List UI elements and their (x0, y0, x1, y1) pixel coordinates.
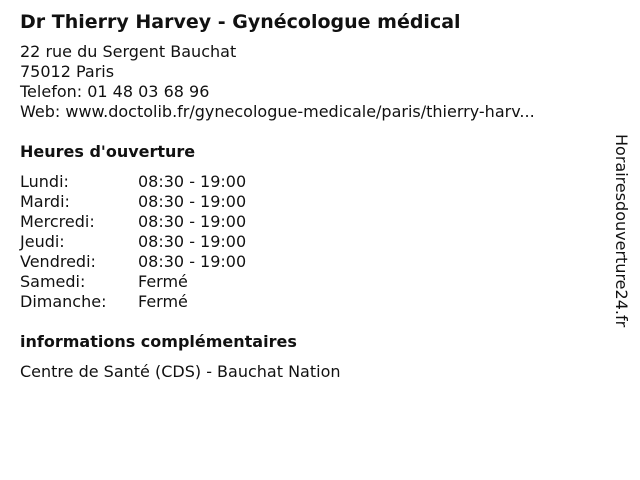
day-hours: 08:30 - 19:00 (138, 232, 247, 251)
day-hours: Fermé (138, 272, 188, 291)
day-label: Jeudi: (20, 232, 65, 251)
address-city: 75012 Paris (20, 62, 115, 81)
listing-card (20, 8, 600, 382)
day-label: Mercredi: (20, 212, 95, 231)
hours-row-thursday (20, 232, 600, 252)
address-street: 22 rue du Sergent Bauchat (20, 42, 237, 61)
page-title: Dr Thierry Harvey - Gynécologue médical (20, 11, 461, 33)
day-label: Samedi: (20, 272, 86, 291)
additional-info-text: Centre de Santé (CDS) - Bauchat Nation (20, 362, 341, 381)
hours-row-monday (20, 172, 600, 192)
hours-row-friday (20, 252, 600, 272)
hours-row-wednesday (20, 212, 600, 232)
opening-hours-heading: Heures d'ouverture (20, 142, 196, 161)
website-link[interactable]: Web: www.doctolib.fr/gynecologue-medicale/paris/thierry-harv... (20, 102, 535, 121)
day-label: Vendredi: (20, 252, 96, 271)
phone-number: Telefon: 01 48 03 68 96 (20, 82, 210, 101)
day-label: Mardi: (20, 192, 70, 211)
day-hours: Fermé (138, 292, 188, 311)
hours-row-saturday (20, 272, 600, 292)
day-hours: 08:30 - 19:00 (138, 172, 247, 191)
day-hours: 08:30 - 19:00 (138, 252, 247, 271)
day-hours: 08:30 - 19:00 (138, 212, 247, 231)
day-label: Dimanche: (20, 292, 107, 311)
day-label: Lundi: (20, 172, 69, 191)
site-watermark: Horairesdouverture24.fr (612, 134, 631, 328)
hours-row-tuesday (20, 192, 600, 212)
additional-info-heading: informations complémentaires (20, 332, 297, 351)
day-hours: 08:30 - 19:00 (138, 192, 247, 211)
hours-row-sunday (20, 292, 600, 312)
